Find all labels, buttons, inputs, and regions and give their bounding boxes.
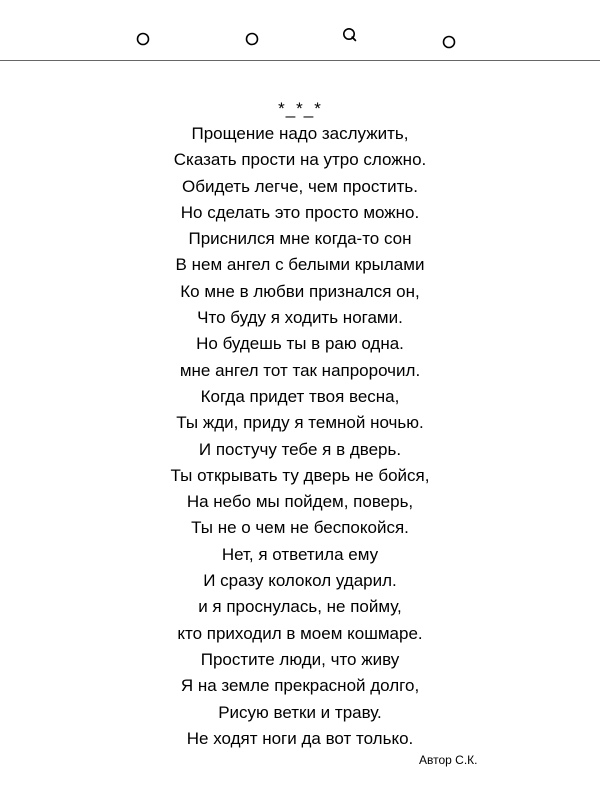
circle-icon xyxy=(136,32,150,46)
poem-line: Обидеть легче, чем простить. xyxy=(182,176,418,196)
poem-line: Приснился мне когда-то сон xyxy=(188,229,412,249)
poem-lines xyxy=(0,121,600,752)
poem-line: мне ангел тот так напророчил. xyxy=(179,360,421,380)
circle-icon xyxy=(245,32,259,46)
poem-line: Но сделать это просто можно. xyxy=(180,202,420,222)
poem-line: Ко мне в любви признался он, xyxy=(180,281,420,301)
search-icon xyxy=(342,27,358,43)
toolbar-divider xyxy=(0,60,600,61)
poem-line: Ты жди, приду я темной ночью. xyxy=(176,413,424,433)
author-signature: Автор С.К. xyxy=(419,753,478,767)
circle-button-3[interactable] xyxy=(441,34,457,50)
search-button[interactable] xyxy=(342,27,358,43)
poem xyxy=(0,97,600,752)
poem-line: и я проснулась, не пойму, xyxy=(198,597,402,617)
poem-title: *_*_* xyxy=(278,99,322,118)
poem-line: Ты не о чем не беспокойся. xyxy=(191,518,409,538)
poem-line: И сразу колокол ударил. xyxy=(203,571,397,591)
poem-line: Прощение надо заслужить, xyxy=(191,124,409,143)
poem-line: Когда придет твоя весна, xyxy=(200,386,400,406)
circle-button-2[interactable] xyxy=(244,31,260,47)
poem-line: Ты открывать ту дверь не бойся, xyxy=(170,465,430,485)
poem-line: Нет, я ответила ему xyxy=(221,544,379,564)
poem-line: кто приходил в моем кошмаре. xyxy=(177,623,423,643)
poem-line: На небо мы пойдем, поверь, xyxy=(186,492,414,512)
toolbar xyxy=(0,0,600,60)
poem-line: Что буду я ходить ногами. xyxy=(197,308,403,328)
poem-line: В нем ангел с белыми крылами xyxy=(175,255,425,275)
poem-line: Я на земле прекрасной долго, xyxy=(180,676,420,696)
poem-line: Рисую ветки и траву. xyxy=(218,702,382,722)
poem-line: И постучу тебе я в дверь. xyxy=(198,439,402,459)
poem-line: Не ходят ноги да вот только. xyxy=(186,728,414,748)
circle-icon xyxy=(442,35,456,49)
poem-line: Сказать прости на утро сложно. xyxy=(173,150,427,170)
poem-line: Но будешь ты в раю одна. xyxy=(196,334,404,354)
circle-button-1[interactable] xyxy=(135,31,151,47)
poem-line: Простите люди, что живу xyxy=(200,649,400,669)
